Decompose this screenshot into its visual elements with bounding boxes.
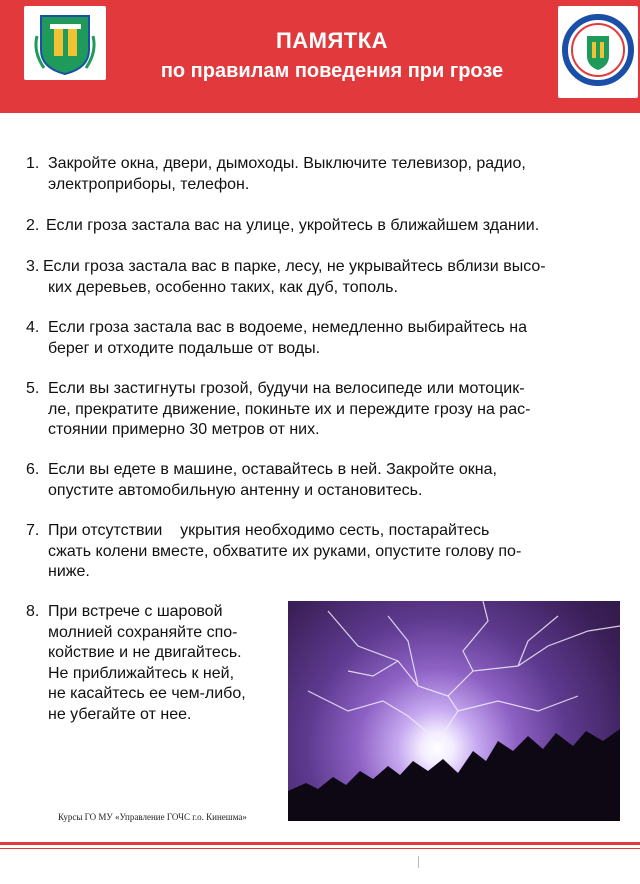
item-number: 6. (26, 461, 40, 478)
item-line: берег и отходите подальше от воды. (48, 339, 321, 357)
list-item-3 (26, 257, 618, 298)
ball-lightning-photo (288, 601, 620, 821)
list-item-2 (26, 216, 618, 237)
item-number: 2. (26, 217, 40, 234)
page-title: ПАМЯТКА (275, 28, 389, 53)
item-number: 4. (26, 319, 40, 336)
page-subtitle: по правилам поведения при грозе (160, 60, 504, 82)
footer-divider-thin (0, 848, 640, 849)
item-line: Если вы едете в машине, оставайтесь в ней. Закройте окна, (48, 461, 497, 478)
item-line: Не приближайтесь к ней, (48, 664, 235, 682)
footer-note: Курсы ГО МУ «Управление ГОЧС г.о. Кинешма» (58, 812, 247, 822)
item-number: 1. (26, 155, 40, 172)
item-line: сжать колени вместе, обхватите их руками, опустите голову по- (48, 542, 522, 560)
footer-divider (0, 842, 640, 845)
item-number: 8. (26, 603, 40, 620)
page-mark (418, 856, 419, 868)
item-line: При отсутствии укрытия необходимо сесть, постарайтесь (48, 522, 490, 539)
item-line: Если вы застигнуты грозой, будучи на велосипеде или мотоцик- (48, 380, 525, 397)
item-number: 3. (26, 258, 40, 275)
item-number: 5. (26, 380, 40, 397)
list-item-4 (26, 318, 618, 359)
item-line: опустите автомобильную антенну и остановитесь. (48, 481, 423, 499)
item-line: Если гроза застала вас в парке, лесу, не укрывайтесь вблизи высо- (43, 258, 546, 275)
list-item-8 (26, 602, 288, 725)
item-line: койствие и не двигайтесь. (48, 644, 242, 661)
item-line: молнией сохраняйте спо- (48, 623, 238, 641)
list-item-7 (26, 521, 618, 583)
list-item-6 (26, 460, 618, 501)
list-item-1 (26, 154, 618, 195)
item-number: 7. (26, 522, 40, 539)
item-line: ле, прекратите движение, покиньте их и переждите грозу на рас- (48, 400, 531, 418)
item-line: ниже. (48, 563, 90, 580)
item-line: Если гроза застала вас на улице, укройтесь в ближайшем здании. (46, 217, 540, 234)
item-line: не касайтесь ее чем-либо, (48, 685, 246, 702)
item-line: не убегайте от нее. (48, 705, 192, 723)
item-line: Если гроза застала вас в водоеме, немедленно выбирайтесь на (48, 319, 527, 336)
item-line: ких деревьев, особенно таких, как дуб, тополь. (48, 278, 398, 296)
item-line: стоянии примерно 30 метров от них. (48, 421, 320, 438)
list-item-5 (26, 379, 618, 441)
item-line: Закройте окна, двери, дымоходы. Выключите телевизор, радио, (48, 155, 526, 172)
item-line: электроприборы, телефон. (48, 175, 250, 193)
item-line: При встрече с шаровой (48, 603, 223, 620)
